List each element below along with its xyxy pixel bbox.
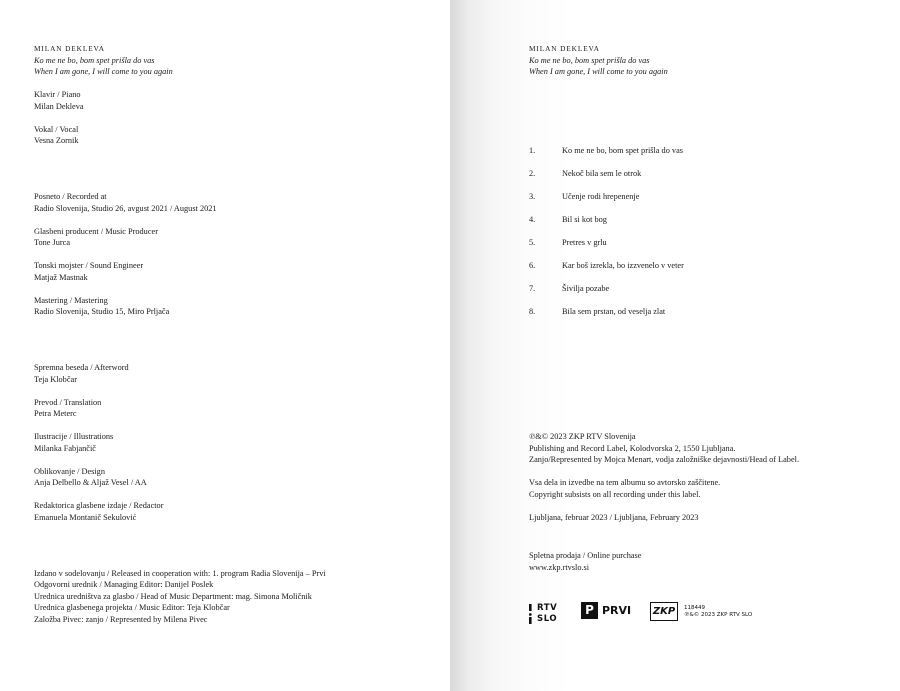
catalog-copyright: ℗&© 2023 ZKP RTV SLO [684, 612, 753, 618]
credit-role: Mastering / Mastering [34, 296, 108, 305]
composer-name: MILAN DEKLEVA [529, 44, 600, 53]
track-number: 4. [529, 215, 536, 224]
credit-role: Vokal / Vocal [34, 125, 79, 134]
composer-name: MILAN DEKLEVA [34, 44, 105, 53]
slo-text: SLO [537, 614, 558, 624]
track-number: 1. [529, 146, 536, 155]
credit-role: Klavir / Piano [34, 90, 81, 99]
track-title: Učenje rodi hrepenenje [562, 192, 640, 201]
track-title: Ko me ne bo, bom spet prišla do vas [562, 146, 683, 155]
credit-name: Radio Slovenija, Studio 15, Miro Prljača [34, 307, 170, 316]
track-number: 3. [529, 192, 536, 201]
prvi-text: PRVI [602, 604, 632, 617]
credit-role: Spremna beseda / Afterword [34, 363, 129, 372]
album-title-en: When I am gone, I will come to you again [34, 67, 173, 76]
credit-name: Matjaž Mastnak [34, 273, 88, 282]
track-title: Pretres v grlu [562, 238, 607, 247]
track-title: Šivilja pozabe [562, 284, 610, 293]
catalog-number: 118449 [684, 605, 705, 611]
album-title-en: When I am gone, I will come to you again [529, 67, 668, 76]
zkp-mark-icon: ZKP [650, 602, 678, 621]
track-number: 6. [529, 261, 536, 270]
credit-name: Tone Jurca [34, 238, 71, 247]
credit-name: Radio Slovenija, Studio 26, avgust 2021 / August 2021 [34, 204, 217, 213]
credit-name: Petra Meterc [34, 409, 77, 418]
credit-role: Oblikovanje / Design [34, 467, 105, 476]
credit-name: Teja Klobčar [34, 375, 77, 384]
album-title-si: Ko me ne bo, bom spet prišla do vas [529, 56, 650, 65]
track-title: Kar boš izrekla, bo izzvenelo v veter [562, 261, 684, 270]
purchase-label: Spletna prodaja / Online purchase [529, 551, 642, 560]
credit-name: Anja Delbello & Aljaž Vesel / AA [34, 478, 147, 487]
label-address: Publishing and Record Label, Kolodvorska 2, 1550 Ljubljana. [529, 444, 736, 453]
track-number: 7. [529, 284, 536, 293]
credit-role: Prevod / Translation [34, 398, 102, 407]
credit-role: Posneto / Recorded at [34, 192, 107, 201]
track-title: Bil si kot bog [562, 215, 607, 224]
right-page [450, 0, 900, 691]
cooperation-line: Založba Pivec: zanjo / Represented by Milena Pivec [34, 615, 208, 624]
credit-name: Vesna Zornik [34, 136, 79, 145]
cooperation-line: Izdano v sodelovanju / Released in cooperation with: 1. program Radia Slovenija – Prvi [34, 569, 326, 578]
album-title-si: Ko me ne bo, bom spet prišla do vas [34, 56, 155, 65]
cooperation-line: Urednica glasbenega projekta / Music Editor: Teja Klobčar [34, 603, 230, 612]
copyright-notice: Vsa dela in izvedbe na tem albumu so avtorsko zaščitene. [529, 478, 721, 487]
release-date: Ljubljana, februar 2023 / Ljubljana, February 2023 [529, 513, 699, 522]
label-representative: Zanjo/Represented by Mojca Menart, vodja založniške dejavnosti/Head of Label. [529, 455, 800, 464]
rtv-text: RTV [537, 603, 558, 613]
track-number: 5. [529, 238, 536, 247]
credit-role: Glasbeni producent / Music Producer [34, 227, 158, 236]
cooperation-line: Urednica uredništva za glasbo / Head of Music Department: mag. Simona Moličnik [34, 592, 312, 601]
credit-role: Redaktorica glasbene izdaje / Redactor [34, 501, 164, 510]
cooperation-line: Odgovorni urednik / Managing Editor: Danijel Poslek [34, 580, 214, 589]
credit-name: Milanka Fabjančič [34, 444, 96, 453]
copyright-notice: Copyright subsists on all recording under this label. [529, 490, 701, 499]
label-copyright: ℗&© 2023 ZKP RTV Slovenija [529, 432, 636, 441]
credit-role: Tonski mojster / Sound Engineer [34, 261, 144, 270]
prvi-mark-icon: P [581, 602, 598, 619]
purchase-url: www.zkp.rtvslo.si [529, 563, 590, 572]
track-number: 2. [529, 169, 536, 178]
track-number: 8. [529, 307, 536, 316]
track-title: Nekoč bila sem le otrok [562, 169, 642, 178]
track-title: Bila sem prstan, od veselja zlat [562, 307, 666, 316]
credit-role: Ilustracije / Illustrations [34, 432, 114, 441]
credit-name: Emanuela Montanič Sekulović [34, 513, 137, 522]
credit-name: Milan Dekleva [34, 102, 84, 111]
